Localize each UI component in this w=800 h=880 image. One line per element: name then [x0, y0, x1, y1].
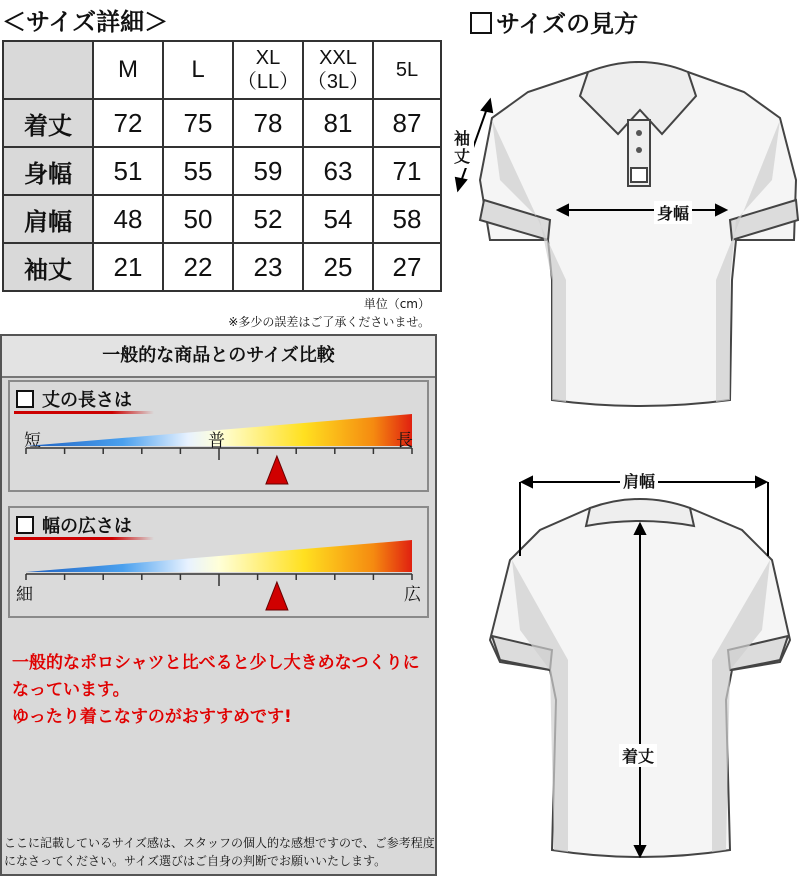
table-row — [3, 147, 441, 195]
size-detail-title: ＜サイズ詳細＞ — [2, 8, 169, 36]
back-shirt-figure — [480, 460, 800, 876]
table-cell: 78 — [233, 99, 303, 147]
shoulder-label: 肩幅 — [620, 469, 658, 492]
unit-note: 単位（cm） — [363, 297, 430, 311]
button-icon — [636, 147, 642, 153]
table-cell: 21 — [93, 243, 163, 291]
table-corner — [3, 41, 93, 99]
error-note: ※多少の誤差はご了承くださいませ。 — [228, 315, 430, 329]
table-cell: 22 — [163, 243, 233, 291]
width-left-label: 細 — [16, 585, 33, 605]
table-cell: 58 — [373, 195, 441, 243]
chest-label: 身幅 — [654, 201, 692, 224]
width-gradient-bar — [26, 540, 412, 572]
footnote: ここに記載しているサイズ感は、スタッフの個人的な感想ですので、ご参考程度になさってください。サイズ選びはご自身の判断でお願いいたします。 — [4, 836, 435, 868]
table-cell: 25 — [303, 243, 373, 291]
length-panel — [8, 380, 429, 492]
placket-bottom — [631, 168, 647, 182]
size-table — [2, 40, 442, 292]
header-xxl: XXL （3L） — [303, 41, 373, 99]
length-title: 丈の長さは — [16, 386, 132, 412]
length-left-label: 短 — [24, 431, 41, 451]
comparison-title: 一般的な商品とのサイズ比較 — [2, 336, 435, 378]
front-shirt-figure — [440, 40, 800, 420]
table-cell: 81 — [303, 99, 373, 147]
table-cell: 23 — [233, 243, 303, 291]
table-cell: 51 — [93, 147, 163, 195]
table-cell: 71 — [373, 147, 441, 195]
width-panel — [8, 506, 429, 618]
table-cell: 75 — [163, 99, 233, 147]
button-icon — [636, 130, 642, 136]
width-marker-icon — [266, 582, 288, 610]
table-cell: 48 — [93, 195, 163, 243]
row-label: 身幅 — [3, 147, 93, 195]
table-cell: 87 — [373, 99, 441, 147]
fit-message: 一般的なポロシャツと比べると少し大きめなつくりになっています。 ゆったり着こなすのがおすすめです! — [12, 653, 420, 727]
table-cell: 50 — [163, 195, 233, 243]
checkbox-icon — [470, 12, 492, 34]
table-cell: 72 — [93, 99, 163, 147]
row-label: 着丈 — [3, 99, 93, 147]
table-row — [3, 195, 441, 243]
table-cell: 27 — [373, 243, 441, 291]
width-scale — [10, 508, 427, 616]
sleeve-label: 袖丈 — [452, 128, 474, 168]
table-cell: 55 — [163, 147, 233, 195]
header-5l: 5L — [373, 41, 441, 99]
table-cell: 63 — [303, 147, 373, 195]
width-title: 幅の広さは — [16, 512, 132, 538]
length-middle-label: 普 — [208, 431, 225, 451]
header-m: M — [93, 41, 163, 99]
table-row — [3, 99, 441, 147]
table-cell: 52 — [233, 195, 303, 243]
header-xl: XL （LL） — [233, 41, 303, 99]
table-cell: 54 — [303, 195, 373, 243]
size-comparison-box — [0, 334, 437, 876]
table-row — [3, 243, 441, 291]
row-label: 袖丈 — [3, 243, 93, 291]
measure-guide-title: サイズの見方 — [470, 4, 638, 39]
width-ticks — [26, 574, 412, 586]
table-cell: 59 — [233, 147, 303, 195]
width-right-label: 広 — [404, 585, 421, 605]
header-l: L — [163, 41, 233, 99]
row-label: 肩幅 — [3, 195, 93, 243]
length-marker-icon — [266, 456, 288, 484]
length-right-label: 長 — [396, 431, 413, 451]
length-label: 着丈 — [619, 744, 657, 767]
